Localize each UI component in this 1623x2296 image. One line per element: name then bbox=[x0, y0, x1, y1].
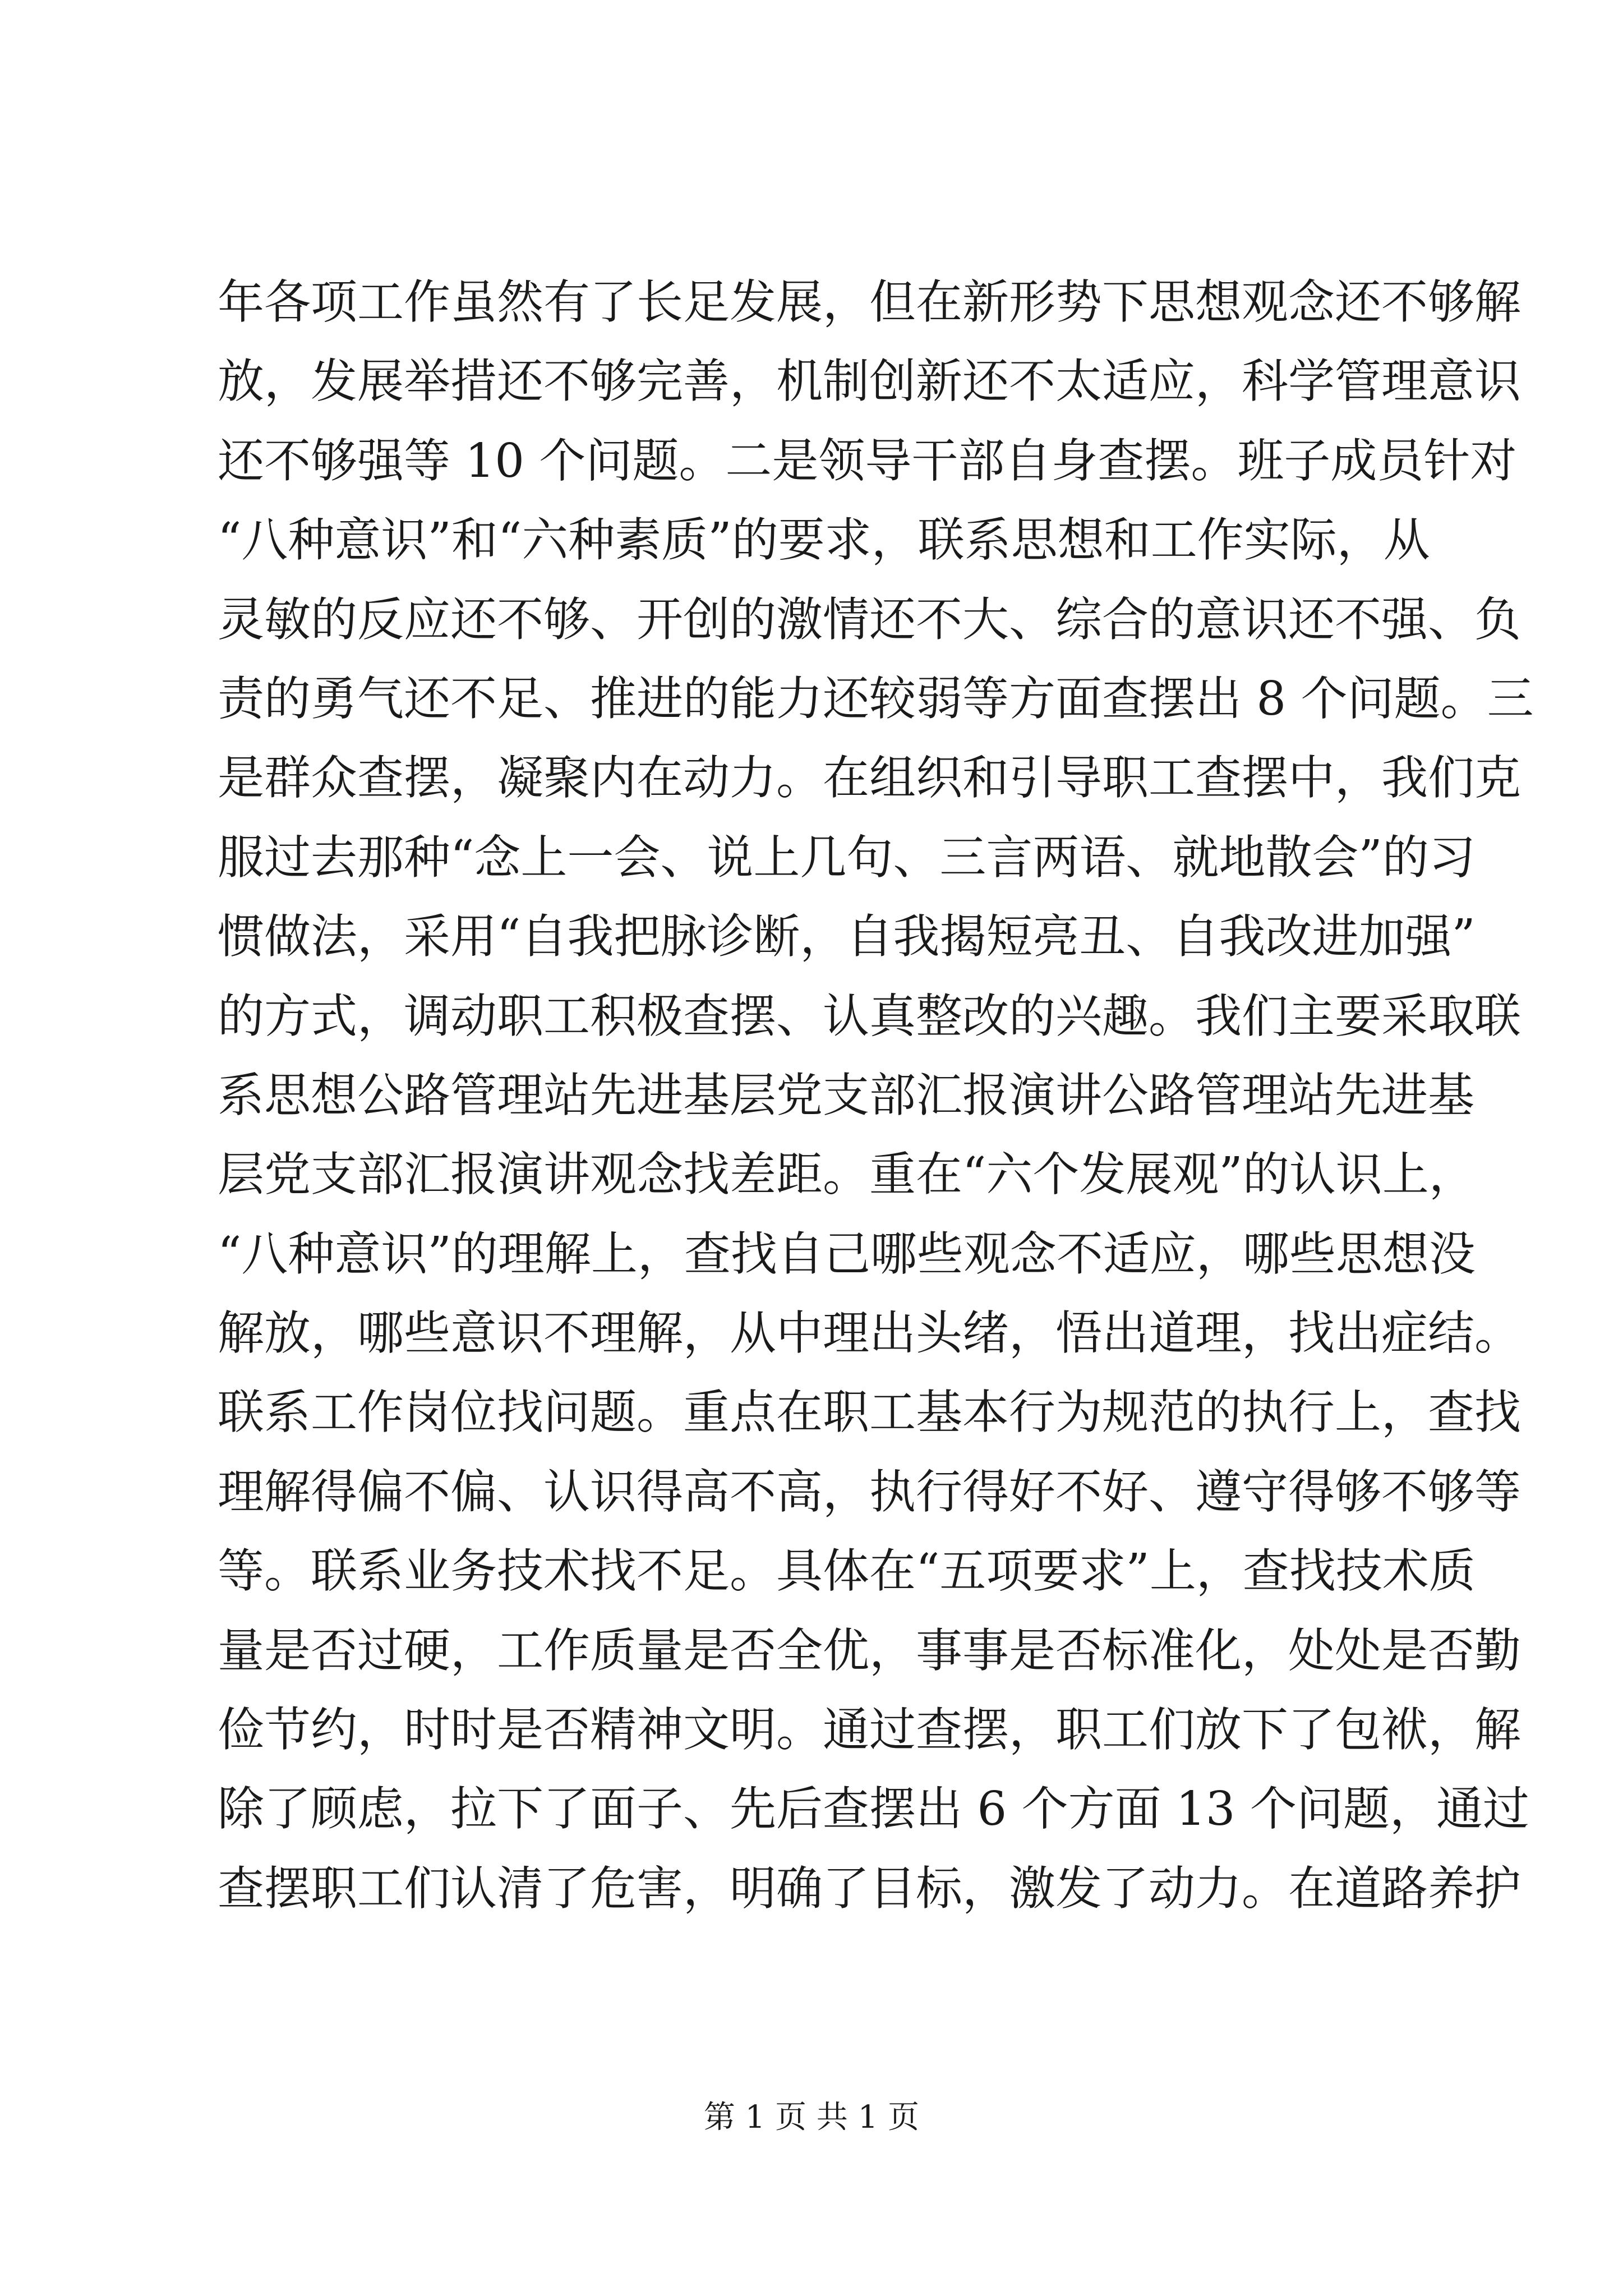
text-line-6: 责的勇气还不足、推进的能力还较弱等方面查摆出 8 个问题。三 bbox=[218, 671, 1534, 726]
text-line-8: 服过去那种“念上一会、说上几句、三言两语、就地散会”的习 bbox=[218, 830, 1476, 885]
text-line-10: 的方式，调动职工积极查摆、认真整改的兴趣。我们主要采取联 bbox=[218, 988, 1521, 1043]
body-text bbox=[218, 263, 1534, 1928]
text-line-7: 是群众查摆，凝聚内在动力。在组织和引导职工查摆中，我们克 bbox=[218, 751, 1521, 806]
text-line-3: 还不够强等 10 个问题。二是领导干部自身查摆。班子成员针对 bbox=[218, 433, 1517, 488]
text-line-18: 量是否过硬，工作质量是否全优，事事是否标准化，处处是否勤 bbox=[218, 1623, 1521, 1678]
text-line-20: 除了顾虑，拉下了面子、先后查摆出 6 个方面 13 个问题，通过 bbox=[218, 1782, 1529, 1837]
text-line-4: “八种意识”和“六种素质”的要求，联系思想和工作实际，从 bbox=[218, 513, 1430, 568]
text-line-5: 灵敏的反应还不够、开创的激情还不大、综合的意识还不强、负 bbox=[218, 592, 1521, 647]
text-line-9: 惯做法，采用“自我把脉诊断，自我揭短亮丑、自我改进加强” bbox=[218, 909, 1476, 964]
text-line-11: 系思想公路管理站先进基层党支部汇报演讲公路管理站先进基 bbox=[218, 1068, 1474, 1122]
text-line-14: 解放，哪些意识不理解，从中理出头绪，悟出道理，找出症结。 bbox=[218, 1306, 1521, 1361]
page-footer: 第 1 页 共 1 页 bbox=[703, 2099, 920, 2136]
text-line-21: 查摆职工们认清了危害，明确了目标，激发了动力。在道路养护 bbox=[218, 1861, 1521, 1916]
text-line-17: 等。联系业务技术找不足。具体在“五项要求”上，查找技术质 bbox=[218, 1544, 1476, 1599]
text-line-19: 俭节约，时时是否精神文明。通过查摆，职工们放下了包袱，解 bbox=[218, 1703, 1521, 1757]
text-line-2: 放，发展举措还不够完善，机制创新还不太适应，科学管理意识 bbox=[218, 354, 1521, 409]
text-line-13: “八种意识”的理解上，查找自己哪些观念不适应，哪些思想没 bbox=[218, 1226, 1476, 1281]
text-line-1: 年各项工作虽然有了长足发展，但在新形势下思想观念还不够解 bbox=[218, 275, 1521, 329]
text-line-12: 层党支部汇报演讲观念找差距。重在“六个发展观”的认识上， bbox=[218, 1147, 1476, 1202]
text-line-16: 理解得偏不偏、认识得高不高，执行得好不好、遵守得够不够等 bbox=[218, 1464, 1521, 1519]
text-line-15: 联系工作岗位找问题。重点在职工基本行为规范的执行上，查找 bbox=[218, 1385, 1521, 1440]
